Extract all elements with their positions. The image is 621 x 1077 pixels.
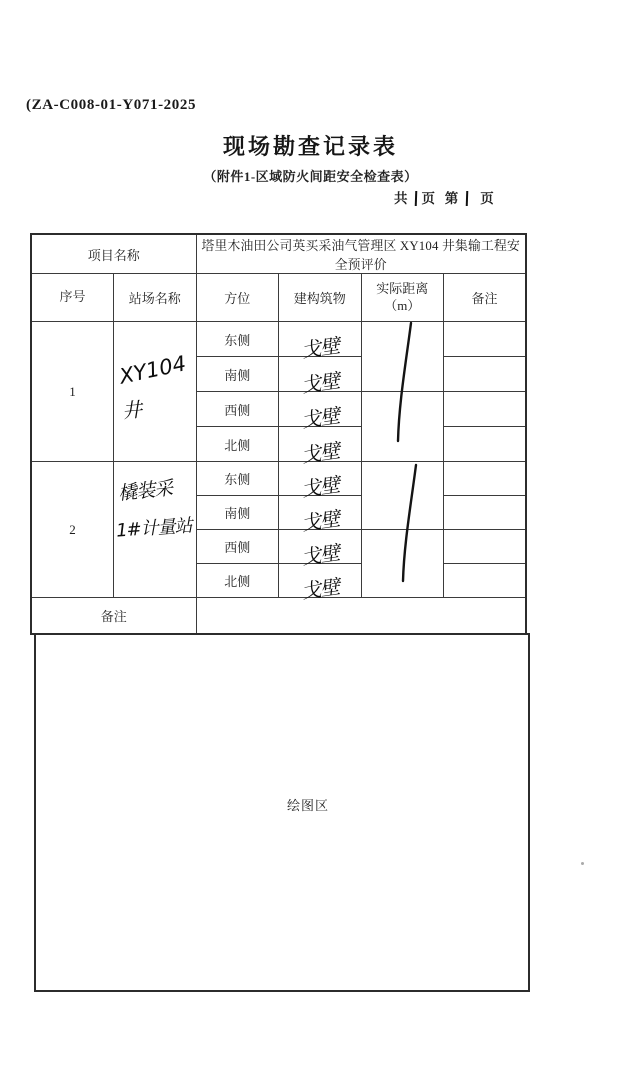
remark-value — [196, 598, 526, 634]
cell-station-group1 — [114, 322, 197, 462]
pagination-total-prefix: 共 — [394, 191, 409, 206]
cell-no-group1: 1 — [31, 322, 114, 462]
handwritten-structure: 戈壁 — [299, 574, 341, 604]
drawing-area-label: 绘图区 — [287, 798, 330, 813]
table-row — [31, 462, 526, 496]
pagination-current-prefix: 第 — [444, 191, 460, 206]
handwritten-structure: 戈壁 — [299, 402, 341, 433]
cell-distance — [361, 462, 444, 530]
column-header-row — [31, 274, 526, 322]
remark-label: 备注 — [31, 598, 196, 634]
cell-remark — [444, 357, 527, 392]
cell-direction: 南侧 — [196, 496, 279, 530]
cell-direction: 西侧 — [196, 392, 279, 427]
cell-direction: 西侧 — [196, 530, 279, 564]
handwritten-structure: 戈壁 — [299, 367, 341, 398]
cell-structure — [279, 427, 362, 468]
cell-direction: 北侧 — [196, 564, 279, 598]
col-header-no: 序号 — [31, 274, 114, 322]
pagination-total-suffix: 页 — [421, 191, 436, 206]
cell-direction: 东侧 — [196, 462, 279, 496]
col-header-distance — [361, 274, 444, 322]
handwritten-station-name: 橇装采 — [117, 477, 174, 505]
handwritten-current-page-mark — [466, 191, 469, 206]
handwritten-total-pages-mark — [414, 191, 417, 206]
col-header-remark: 备注 — [444, 274, 527, 322]
handwritten-structure: 戈壁 — [299, 472, 341, 502]
cell-structure — [279, 462, 362, 502]
cell-distance — [361, 530, 444, 598]
pagination-current-suffix: 页 — [480, 191, 495, 206]
cell-distance — [361, 322, 444, 392]
cell-remark — [444, 427, 527, 462]
cell-direction: 东侧 — [196, 322, 279, 357]
cell-structure — [279, 496, 362, 536]
cell-remark — [444, 496, 527, 530]
cell-direction: 北侧 — [196, 427, 279, 462]
cell-structure — [279, 392, 362, 433]
survey-record-table — [30, 233, 527, 635]
project-name-row — [31, 234, 526, 274]
col-header-distance-line1: 实际距离 — [376, 281, 429, 297]
pagination — [394, 187, 495, 207]
handwritten-structure: 戈壁 — [299, 506, 341, 536]
cell-remark — [444, 462, 527, 496]
cell-structure — [279, 530, 362, 570]
col-header-station: 站场名称 — [114, 274, 197, 322]
cell-structure — [279, 322, 362, 363]
drawing-area-box — [34, 633, 530, 992]
cell-direction: 南侧 — [196, 357, 279, 392]
cell-remark — [444, 322, 527, 357]
project-name-value: 塔里木油田公司英买采油气管理区 XY104 井集输工程安全预评价 — [196, 234, 526, 274]
handwritten-station-name: 井 — [121, 397, 144, 423]
scan-speck — [581, 862, 584, 865]
cell-structure — [279, 564, 362, 604]
remark-row — [31, 598, 526, 634]
col-header-distance-line2: （m） — [384, 297, 421, 313]
cell-distance — [361, 392, 444, 462]
cell-station-group2 — [114, 462, 197, 598]
page-subtitle: （附件1-区域防火间距安全检查表） — [203, 169, 418, 184]
handwritten-structure: 戈壁 — [299, 437, 341, 468]
handwritten-structure: 戈壁 — [299, 332, 341, 363]
table-row — [31, 322, 526, 357]
document-code: (ZA-C008-01-Y071-2025 — [26, 97, 197, 113]
col-header-direction: 方位 — [196, 274, 279, 322]
handwritten-structure: 戈壁 — [299, 540, 341, 570]
cell-remark — [444, 530, 527, 564]
cell-remark — [444, 392, 527, 427]
handwritten-station-name: XY104 — [117, 351, 189, 389]
handwritten-station-name: 1#计量站 — [115, 515, 193, 542]
cell-remark — [444, 564, 527, 598]
cell-no-group2: 2 — [31, 462, 114, 598]
page-title: 现场勘查记录表 — [222, 134, 398, 159]
project-name-label: 项目名称 — [31, 234, 196, 274]
cell-structure — [279, 357, 362, 398]
col-header-structure: 建构筑物 — [279, 274, 362, 322]
